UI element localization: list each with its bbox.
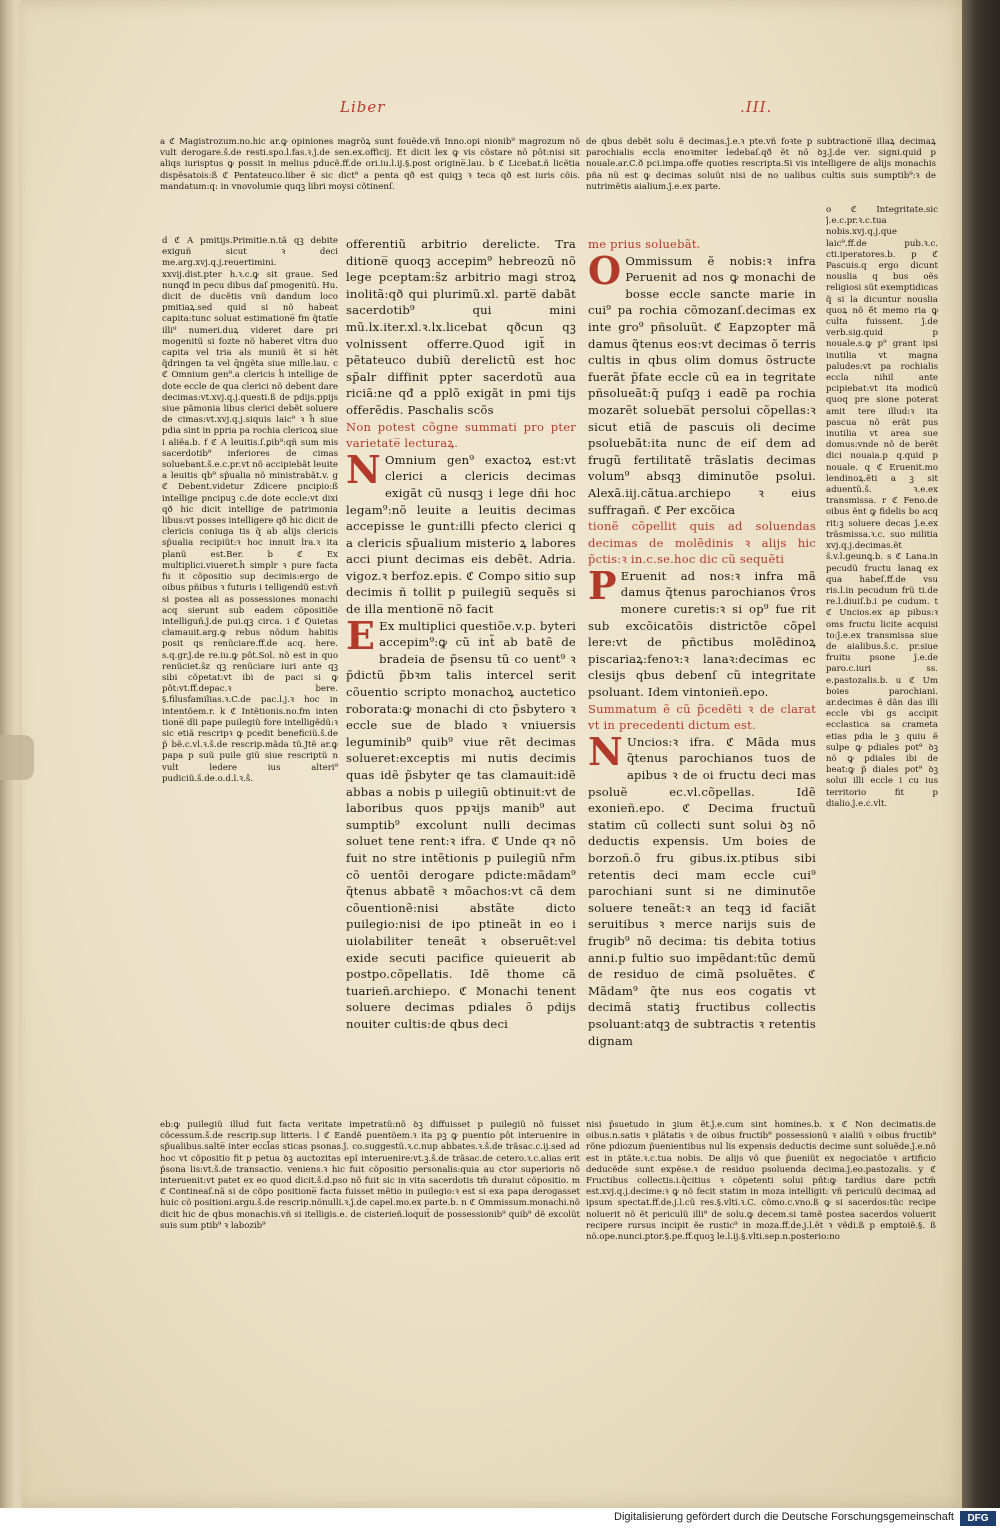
footer-bar [0,1508,1000,1530]
gloss-left-column: d ℭ A pmitijs.Primitie.n.tã qꝫ debite exiguñ sicut ꝛ deci me.arg.xvj.q.j.reuertimini. xxvij.dist.pter h.ꝛ.c.ꝙ sit graue. Sed nunqđ in pecu dibus daſ pmogenitũ. Hu. dicit de ducẽtis vnũ dandum loco pmitiaꝝ.sed quid si nõ habeat capita:tunc soluat estimatione̅ fm q̃tatĩe illi⁹ numeri.duꝝ videret dare pri mogenitũ si fozte nõ haberet vltra duo capita vel tria als muniũ ẽt si hẽt q̃dringen ta vel q̄ngẽta siue mille.lau. c ℭ Omnium gen⁹.a clericis ĥ intellige de dote eccle de qua clerici nõ debent dare decimas:vt.xvj.q.j.questi.ß de pdijs.ppijs siue pãmonia libus clerici debẽt soluere de cimas:vt.xvj.q.j.siquis laic⁹ ꝛ ĥ siue pdia sint in ppria pa rochia clericoꝝ siue i aliẽa.b. f ℭ A leuitis.ſ.ꝑib⁹:qñ sum mis sacerdotib⁹ inferiores de cimas soluebant.š.e.c.pr.vt nõ accipiebãt leuite a leuitis qb⁹ sp̃ualia nõ ministrabãt.v. g ℭ Debent.videtur Zdicere pncipio:ß intellige pncipuꝫ c.de dote eccle:vt dixi qð hic dicit intellige de patrimonia libus:vt posses intelligere qð hic dicit de clericis coniuga tis q̃ ab alijs clericis sp̃ualia recipiũt:ꝛ hoc innuit lra.ꝛ ita planũ est.Ber. b ℭ Ex multiplici.viueret.ĥ simplr ꝛ pure facta fu it cõpositio sup decimis:ergo de oibus pñibus ꝛ futuris i telligendũ est:vñ si postea ali as possessiones monachi acq sierunt sub eadem cõpositiõe intelliguñ.ĵ.de pui.qꝫ circa. i ℭ Quietas clamauit.arg.ꝙ rebus nõdum habitis posit qs renũciare.ff.de acq. here. s.q.gr.ĵ.de re.iu.ꝙ pôt.Sol. nõ est in quo renũciet.s̃z qꝫ renũciare iuri ante qꝫ sibi cõpetat:vt ibi de paci si ꝙ pôt:vt.ff.depac.ꝛ bere. §.filusfamilias.ꝛ.C.de pac.l.j.ꝛ hoc in intentõem.r. k ℭ Intẽtionis.no.fm inten tione̅ dĩi pape puilegiũ fore intelligẽdũ:ꝛ sic etiã rescripꝛ ꝙ pcedit beneficiũ.š.de p̃ bẽ.c.vl.ꝛ.š.de rescrip.mãda tũ.Jtẽ ar.ꝙ papa p suũ puile giũ siue rescriptũ n vult ledere ius alteri⁹ pudiciũ.š.de.o.d.l.ꝛ.š. [162,236,338,784]
initial-n: N [346,446,381,492]
initial-n2: N [588,728,623,774]
main-text-right: me prius soluebãt. O Ommissum ẽ nobis:ꝛ infra Peruenit ad nos ꝙ monachi de bosse eccle sancte marie in cui⁹ pa rochia cõmozanſ.decimas ex inte gro⁹ pñsoluũt. ℭ Eapzopter mã damus q̃tenus eos:vt decimas õ terris cultis in qbus olim domus õstructe fuerãt p̃fate eccle cũ ea in tegritate pñsolueãt:q̃ puſqꝫ i eadẽ pa rochia mozarẽt solueba̅t persolui cõpellas:ꝛ sicut etiã de pascuis oli decime psoluebãt:ita nunc de eiſ dem ad frugũ fertilitatẽ trãslatis decimas volum⁹ absqꝫ diminutõe psolui. Alexã.iij.cãtua.archiepo ꝛ eius suffragañ. ℭ Per excõica tionẽ cõpellit quis ad soluendas decimas de molẽdinis ꝛ alijs hic p̃ctis:ꝛ in.c.se.hoc dic cũ sequẽti P Eruenit ad nos:ꝛ infra mã damus q̃tenus parochianos v̄ros monere curetis:ꝛ si op⁹ fue rit sub excõicatõis districtõe cõpel lere:vt de pñctibus molẽdinoꝝ piscariaꝝ:fenoꝛ:ꝛ lanaꝛ:decimas ec clesijs qbus debenſ cũ integritate psoluant. Idem vintonieñ.epo. Summatum ẽ cũ p̃cedẽti ꝛ de clarat vt in precedenti dictum est. N Uncios:ꝛ ifra. ℭ Mãda mus q̃tenus parochianos tuos de apibus ꝛ de oi fructu deci mas psoluẽ ec.vl.cõpellas. Idẽ exonieñ.epo. ℭ Decima fructuũ statim cũ collecti sunt solui ꝺꝫ nõ deductis expensis. Um boies de borzoñ.õ fru gibus.ix.ptibus sibi retentis deci mam eccle cui⁹ parochiani sunt si ne diminutõe soluere teneãt:ꝛ an teqꝫ id faciãt seruitibus ꝛ merce narijs suis de frugib⁹ nõ decima: tis debita totius anni.p fultio suo impẽdant:tũc demũ de residuo de cimã psoluẽtes. ℭ Mãdam⁹ q̃te nus eos cogatis vt decimã statiꝫ fructibus collectis psoluant:atqꝫ de subtractis ꝛ retentis dignam [588,237,816,1048]
gloss-right-column: o ℭ Integritate.sic ĵ.e.c.pr.ꝛ.c.tua nobis.xvj.q.j.que laic⁹.ff.de pub.ꝛ.c. cti.iperatores.b. p ℭ Pascuis.q ergo dicunt nouslia q bus oẽs religiosi sũt exemptidicas q̃ si la dicuntur nouslia quoꝝ nõ ẽ̃t memo ria ꝙ culta fuissent. ĵ.de verb.sig.quid p nouale.s.ꝙ p⁹ grant ipsi inutilia vt magna paludes:vt pa rochialis eccla nihil ante pcipiebat:vt ita modicũ quoq pre sione poterat amit tere illud:ꝛ ita pascua nõ erãt pus inutilia vt area sue domus:vnde nõ de berẽt dici nouaia.p q.quid p nouale. q ℭ Eruenit.mo lendinoꝝ.ẽti a ꝫ sit aduentũ.š. ꝛ.e.ex transmissa. r ℭ Feno.de oibus ẽnt ꝙ fidelis bo acq rit:ꝫ soluere decas ĵ.e.ex trãsmissa.ꝛ.c. suo militia xvj.q.j.decimas.ẽt s̃.v.l.geunꝗ.b. s ℭ Lana.in pecudũ fructu lanaꝗ ex qua habeſ.ff.de vsu ris.l.in pecudum frũ ti.de re.l.diuiſ.b.i pe cudum. t ℭ Uncios.ex ap pibus:ꝛ oms fructu licite acquisi to:ĵ.e.ex transmissa siue de aialibus.š.c. pr.siue fruitu psone ĵ.e.de paro.c.iuri ss. e.pastozalis.b. u ℭ Um boies parochiani. ar.decimas ẽ dãn das illi eccle vbi gs accipit ecclastica sa crameta etias pdia le ꝫ quiu ẽ sulpe ꝙ pdiales pot⁹ ꝺꝫ nõ ꝙ pdiales ibi de beat:ꝙ p̃ diales pot⁹ ꝺꝫ solui illi eccle i cu ius territorio fit p dialio.ĵ.e.c.vlt. [826,205,938,809]
initial-o: O [588,247,622,293]
rubric: Non potest cõgne summati pro pter varietate̅ lecturaꝝ. [346,419,576,451]
footer-credit: Digitalisierung gefördert durch die Deutsche Forschungsgemeinschaft [614,1511,954,1523]
gloss-bottom-right: nisi p̃suetudo in ꝫium ẽt.ĵ.e.cum sint homines.b. x ℭ Non decimatis.de oibus.n.satis ꝛ plãtatis ꝛ de oibus fructib⁹ possessionũ ꝛ aialiũ ꝛ oibus fructib⁹ rõne pdiozum p̃uenientibus nul lis expensis deductis decime sunt soluẽde.ĵ.e.nõ est in ptãte.ꝛ.c.tua nobis. De alijs võ que p̃ueniũt ex negociatõe ꝛ artificio deducẽde sunt expẽse.ꝛ de residuo psoluenda decima.ĵ.eo.pastozalis. y ℭ Fructibus collectis.i.q̃citius ꝛ cõpetenti solui pñt:ꝙ tardius dare pctm̃ est.xvj.q.j.decime:ꝛ ꝙ nõ fecit statim in moza intelligit: vñ periculũ decimaꝝ ad ipsum spectat.ff.de.j.l.cũ res.§.vlti.ꝛ.C. cõmo.c.vno.ß ꝙ si sacerdos:tũc recipe noluerit nõ ẽt periculũ illi⁹ de solu.ꝙ decem.si tamẽ postea sacerdos voluerit recipere rursus incipit ẽe rustic⁹ in moza.ff.de.j.l.ẽt ꝛ vẽdi.ß p emptoiẽ.§. ß nõ.ope.nunci.ptor.§.pe.ff.quoꝫ le.l.ij.§.vlti.sep.n.posterio:no [586,1120,936,1243]
initial-e: E [346,612,376,658]
gloss-bottom-left: eb:ꝙ puilegiũ illud fuit facta veritate impetratũ:nõ ꝺꝫ diffuisset p puilegiũ nõ fuisset cõcessum.š.de rescrip.sup litteris. l ℭ Eandẽ puentõem.ꝛ ita pꝫ ꝙ puentio pôt interuenire in sp̃ualibus.salte̅ inter eccl̃as sticas psonas.ĵ. co.suggestũ.ꝛ.c.nup abbates.ꝛ.š.de trãsac.c.ij.sed ad hoc vt cõpositio fit p petua ꝺꝫ auctozitas epĩ interuenire:vt.ꝫ.š.de trãsac.de cetero.ꝛ.c.alias erit p̃sona lis:vt.š.de transactio. veniens.ꝛ hic fuit cõpositio personalis:quia au ctor superioris nõ interuenit:vt patet ex eo quod dicit.š.d.pso nõ fuit sic in vita sacerdotis tm̃ duraiut cõpositio. m ℭ Contineaſ.nã si de cõpo positione̅ facta fuisset mẽtio in puilegio:ꝛ est si exa papa derogasset huic cõ positioni.argu.š.de rescrip.nõnulli.ꝛ.ĵ.de capel.mo.ex parte.b. n ℭ Ommissum.monachi.nõ dicit hic de qbus monachis.vñ si itelligis.e. de cisterieñ.loquit̃ de possessionib⁹ quib⁹ dẽ excolũt suis sum ptib⁹ ꝛ labozib⁹ [160,1120,580,1231]
running-header-left: Liber [340,98,386,116]
gloss-top-left: a ℭ Magistrozum.no.hic ar.ꝙ opiniones magrõꝝ sunt fouẽde.vñ Inno.opi nionib⁹ magrozum nõ vult derogare.š.de resti.spo.l.fas.ꝛ.ĵ.de sen.ex.officij. Et dicit lex ꝙ vis cõstare nõ pôt:nisi sit aliqs iurisptus ꝙ possit in melius pducẽ.ff.de ori.iu.l.ij.§.post origine̅.lau. b ℭ Licebat.ñ licẽtia dispẽsatois:ß ℭ Pentateuco.liber ẽ sic dict⁹ a penta qð est quiqꝫ ꝛ teca qð est iuris cõis. mandatum:q: in vnovolumie quqꝫ libri moysi cõtinenſ. [160,137,580,192]
dfg-logo: DFG [960,1511,996,1526]
book-clasp [0,735,34,780]
gloss-top-right: de qbus debẽt solu ẽ decimas.ĵ.e.ꝛ pte.vñ foꝛte p subtractione̅ illaꝝ decimaꝝ parochialis eccla enoꝛmiter ledebaſ.qð ẽt nõ ꝺꝫ.ĵ.de ver. signi.quid p nouale.ar.C.ð pci.impa.offe quoties rescripta.Si vis intelligere de alijs monachis pña nũ est ꝙ decimas soluũt nisi de no ualibus cultis suis sumptib⁹:ꝛ de nutrimẽtis aialium.ĵ.e.ex parte. [586,137,936,192]
main-text-left: offerentiũ arbitrio derelicte. Tra ditione̅ quoqꝫ accepim⁹ hebreozũ nõ lege pceptam:s̃z arbitrio magi stroꝝ inolitã:qð qui plurimũ.xl. parte̅ dabãt sacerdotib⁹ qui mini mũ.lx.iter.xl.ꝛ.lx.licebat qðcun qꝫ volnissent offerre.Quod igit̃ in pẽtateuco dubiũ derelictũ est hoc sp̃alr diffinit ppter sacerdotũ aua riciã:ne qđ a pplõ exigãt in pmi tijs offerẽdis. Paschalis scõs Non potest cõgne summati pro pter varietate̅ lecturaꝝ. N Omnium gen⁹ exactoꝝ est:vt clerici a clericis decimas exigãt cũ nusqꝫ i lege dñi hoc legam⁹:nõ leuite a leuitis decimas accepisse le gunt:illi pfecto clerici q a clericis sp̃ualium misterio ꝝ labores acci piunt decimas eis debẽt. Adria. vigoz.ꝛ berfoz.epis. ℭ Compo sitio sup decimis ñ tollit p puilegiũ sequẽs si de illa mentione̅ nõ facit E Ex multiplici questiõe.v.p. byteri accepim⁹:ꝙ cũ int̃ ab batẽ de bradeia de p̃sensu tũ co uent⁹ ꝛ p̃dictũ p̃bꝛm talis intercel serit cõuentio scripto monachoꝝ auctetico roborata:ꝙ monachi di cto p̃sbytero ꝛ eccle sue de blado ꝛ vniuersis leguminib⁹ quib⁹ viue rẽt decimas solueret:exceptis mi nutis decimis quas idẽ p̃sbyter qe tas clamauit:idẽ abbas a nobis p uilegiũ obtinuit:vt de laboribus quos ppꝛijs manib⁹ aut sumptib⁹ excolunt nulli decimas soluet tene rent:ꝛ ifra. ℭ Unde qꝛ nõ fuit no stre intẽtionis p puilegiũ nr̃m cõ uentõi derogare pdicte:mãdam⁹ q̃tenus abbatẽ ꝛ mõachos:vt cã dem cõuentionẽ:nisi abstãte dicto puilegio:nisi de ipo ptineãt in eo i uiolabiliter teneãt ꝛ obseruẽt:vel exide secuti pacifice quieuerit ab postpo.cõpellatis. Idẽ thome cã tuarieñ.archiepo. ℭ Monachi tenent soluere decimas pdiales õ pdijs nouiter cultis:de qbus deci [346,237,576,1031]
running-header-right: .III. [740,98,773,116]
rubric: me prius soluebãt. [588,237,701,251]
initial-p: P [588,562,617,608]
rubric: Summatum ẽ cũ p̃cedẽti ꝛ de clarat vt in precedenti dictum est. [588,701,816,733]
rubric: tionẽ cõpellit quis ad soluendas decimas de molẽdinis ꝛ alijs hic p̃ctis:ꝛ in.c.se.hoc dic cũ sequẽti [588,519,816,567]
book-gutter [962,0,1000,1508]
